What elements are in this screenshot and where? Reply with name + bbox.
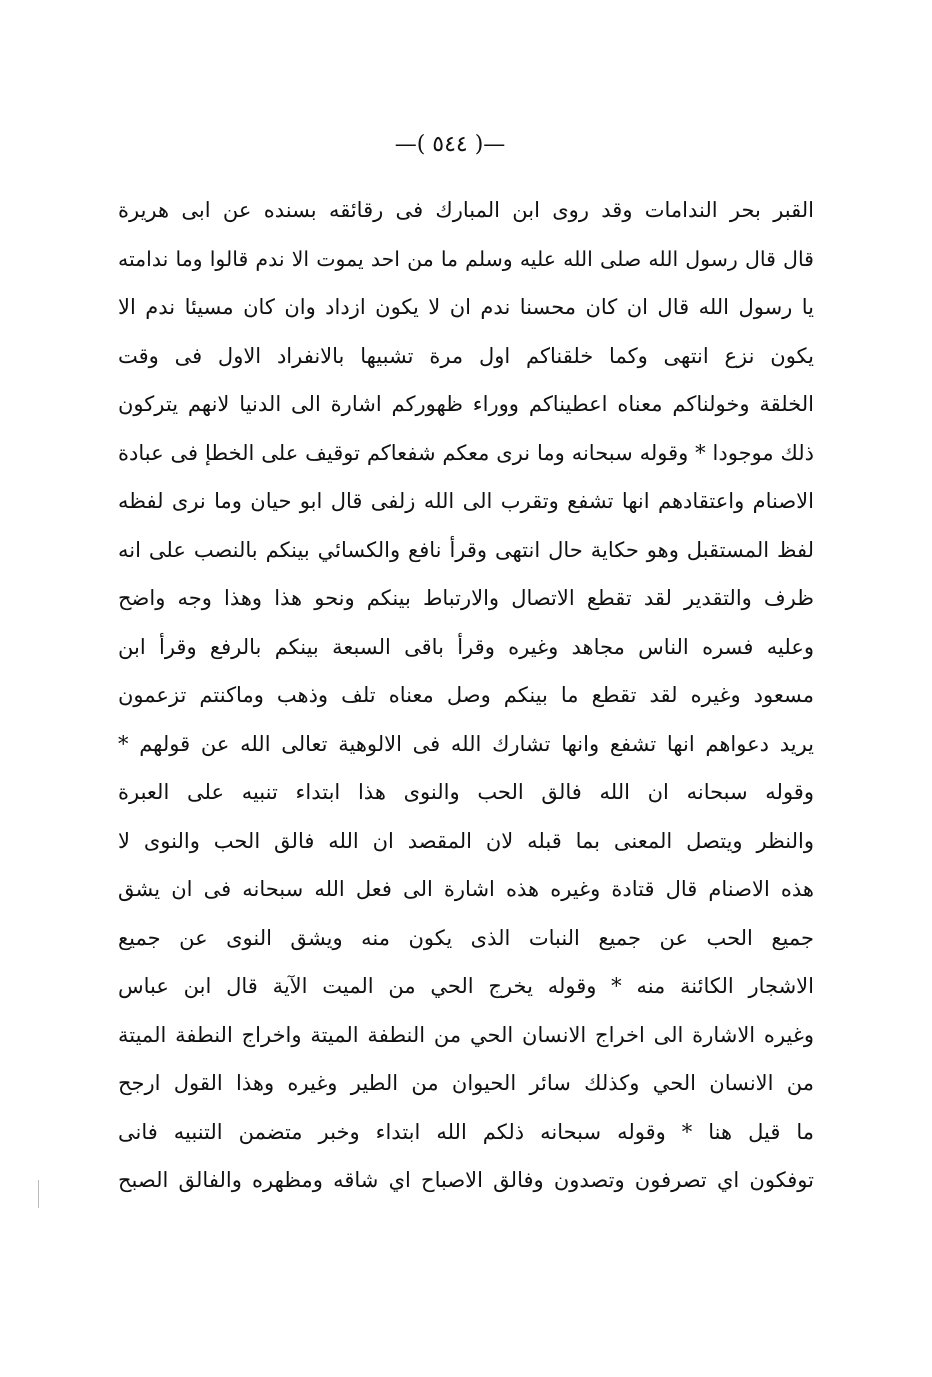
text-line-6: ذلك موجودا * وقوله سبحانه وما نرى معكم شفعاكم توقيف على الخطإ فى عبادة [118, 440, 814, 465]
text-line-20: ما قيل هنا * وقوله سبحانه ذلكم الله ابتداء وخبر متضمن التنبيه فانى [118, 1119, 814, 1144]
text-line-2: قال قال رسول الله صلى الله عليه وسلم ما من احد يموت الا ندم قالوا وما ندامته [118, 246, 814, 271]
text-line-11: مسعود وغيره لقد تقطع ما بينكم وصل معناه تلف وذهب وماكنتم تزعمون [118, 683, 814, 707]
text-line-19: من الانسان الحي وكذلك سائر الحيوان من الطير وغيره وهذا القول ارجح [118, 1071, 814, 1095]
text-line-1: القبر بحر الندامات وقد روى ابن المبارك فى رقائقه بسنده عن ابى هريرة [118, 198, 814, 222]
page-number: —( ٥٤٤ )— [394, 132, 506, 157]
text-line-21: توفكون اي تصرفون وتصدون وفالق الاصباح اي شاقه ومظهره والفالق الصبح [118, 1168, 814, 1192]
text-line-17: الاشجار الكائنة منه * وقوله يخرج الحي من الميت الآية قال ابن عباس [118, 974, 814, 998]
body-text [118, 186, 814, 1205]
text-line-9: ظرف والتقدير لقد تقطع الاتصال والارتباط بينكم ونحو هذا وهذا وجه واضح [118, 586, 814, 610]
text-line-18: وغيره الاشارة الى اخراج الانسان الحي من النطفة الميتة واخراج النطفة الميتة [118, 1022, 814, 1047]
text-line-15: هذه الاصنام قال قتادة وغيره هذه اشارة الى فعل الله سبحانه فى ان يشق [118, 877, 814, 901]
text-line-5: الخلقة وخولناكم معناه اعطيناكم ووراء ظهوركم اشارة الى الدنيا لانهم يتركون [118, 392, 814, 416]
scan-margin-mark [38, 1180, 39, 1208]
text-line-7: الاصنام واعتقادهم انها تشفع وتقرب الى الله زلفى قال ابو حيان وما نرى لفظه [118, 489, 814, 513]
text-line-4: يكون نزع انتهى وكما خلقناكم اول مرة تشبيها بالانفراد الاول فى وقت [118, 343, 814, 368]
text-line-12: يريد دعواهم انها تشفع وانها تشارك الله فى الالوهية تعالى الله عن قولهم * [118, 731, 814, 756]
text-line-3: يا رسول الله قال ان كان محسنا ندم ان لا يكون ازداد وان كان مسيئا ندم الا [118, 295, 814, 319]
text-line-13: وقوله سبحانه ان الله فالق الحب والنوى هذا ابتداء تنبيه على العبرة [118, 780, 814, 804]
text-line-16: جميع الحب عن جميع النبات الذى يكون منه ويشق النوى عن جميع [118, 925, 814, 950]
text-line-10: وعليه فسره الناس مجاهد وغيره وقرأ باقى السبعة بينكم بالرفع وقرأ ابن [118, 634, 814, 659]
text-line-14: والنظر ويتصل المعنى بما قبله لان المقصد ان الله فالق الحب والنوى لا [118, 828, 814, 853]
text-line-8: لفظ المستقبل وهو حكاية حال انتهى وقرأ نافع والكسائي بينكم بالنصب على انه [118, 537, 814, 562]
